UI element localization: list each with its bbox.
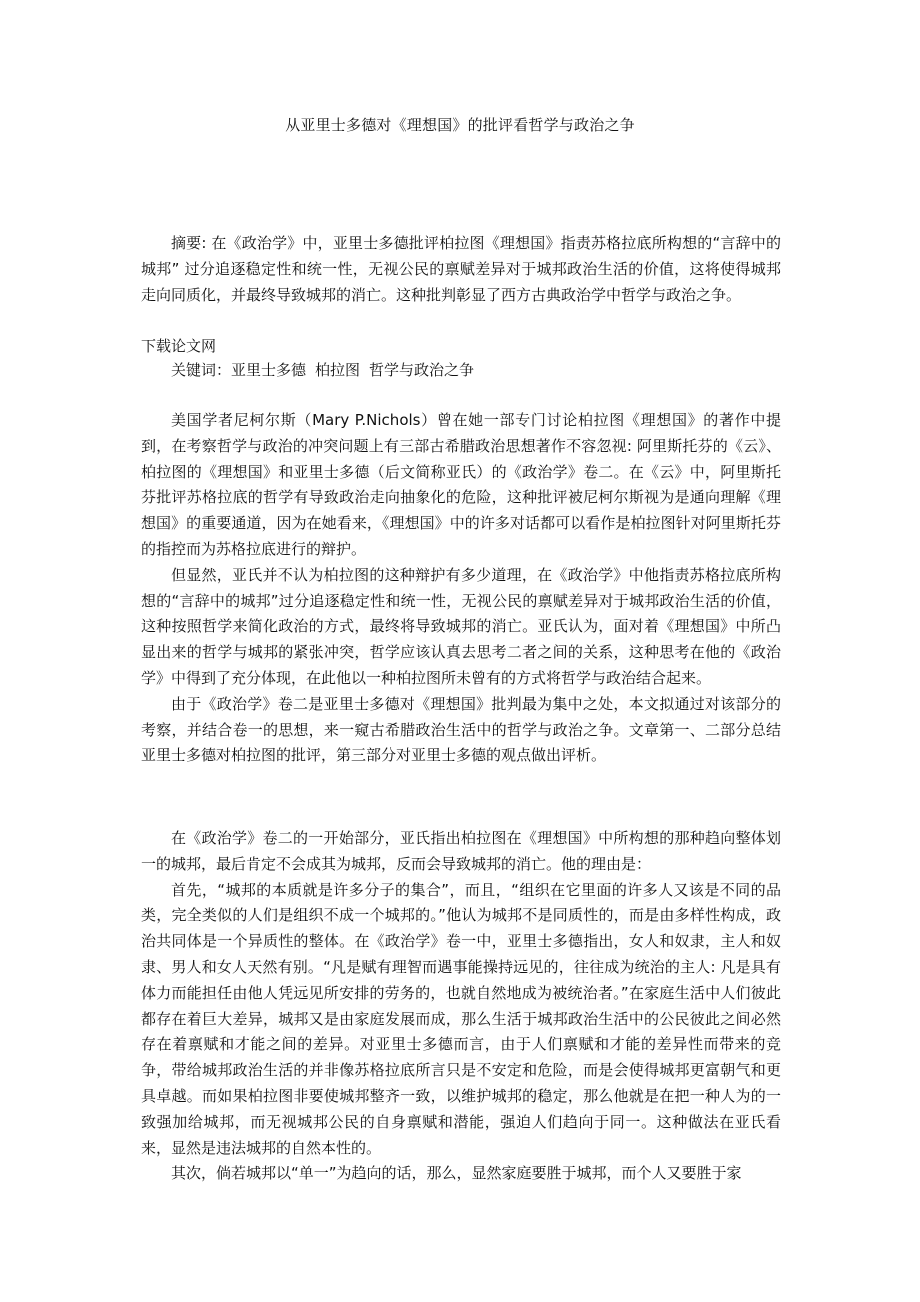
keyword-item: 柏拉图 bbox=[315, 361, 361, 379]
body-paragraph: 其次，倘若城邦以“单一”为趋向的话，那么，显然家庭要胜于城邦，而个人又要胜于家 bbox=[171, 1164, 742, 1183]
keyword-item: 亚里士多德 bbox=[231, 361, 307, 379]
abstract-paragraph: 摘要: 在《政治学》中，亚里士多德批评柏拉图《理想国》指责苏格拉底所构想的“言辞中的城邦” 过分追逐稳定性和统一性，无视公民的禀赋差异对于城邦政治生活的价值，这将使得城邦走向同质化，并最终导致城邦的消亡。这种批判彰显了西方古典政治学中哲学与政治之争。 bbox=[141, 234, 781, 304]
body-paragraph: 在《政治学》卷二的一开始部分，亚氏指出柏拉图在《理想国》中所构想的那种趋向整体划一的城邦，最后肯定不会成其为城邦，反而会导致城邦的消亡。他的理由是： bbox=[141, 829, 781, 873]
site-note: 下载论文网 bbox=[141, 337, 217, 355]
abstract-block bbox=[141, 231, 781, 308]
document-title: 从亚里士多德对《理想国》的批评看哲学与政治之争 bbox=[285, 116, 635, 134]
body-section-1 bbox=[141, 408, 781, 769]
keywords-line bbox=[171, 358, 483, 382]
keywords-label: 关键词： bbox=[171, 361, 232, 379]
keyword-item: 哲学与政治之争 bbox=[369, 361, 475, 379]
body-paragraph: 首先，“城邦的本质就是许多分子的集合”，而且，“组织在它里面的许多人又该是不同的品类，完全类似的人们是组织不成一个城邦的。”他认为城邦不是同质性的，而是由多样性构成，政治共同体是一个异质性的整体。在《政治学》卷一中，亚里士多德指出，女人和奴隶，主人和奴隶、男人和女人天然有别。“凡是赋有理智而遇事能操持远见的，往往成为统治的主人: 凡是具有体力而能担任由他人凭远见所安排的劳务的，也就自然地成为被统治者。”在家庭生活中人们彼此都存在着巨大差异，城邦又是由家庭发展而成，那么生活于城邦政治生活中的公民彼此之间必然存在着禀赋和才能之间的差异。对亚里士多德而言，由于人们禀赋和才能的差异性而带来的竞争，带给城邦政治生活的并非像苏格拉底所言只是不安定和危险，而是会使得城邦更富朝气和更具卓越。而如果柏拉图非要使城邦整齐一致，以维护城邦的稳定，那么他就是在把一种人为的一致强加给城邦，而无视城邦公民的自身禀赋和潜能，强迫人们趋向于同一。这种做法在亚氏看来，显然是违法城邦的自然本性的。 bbox=[141, 880, 781, 1157]
body-paragraph: 美国学者尼柯尔斯（Mary P.Nichols）曾在她一部专门讨论柏拉图《理想国》的著作中提到，在考察哲学与政治的冲突问题上有三部古希腊政治思想著作不容忽视: 阿里斯托芬的《云》、柏拉图的《理想国》和亚里士多德（后文简称亚氏）的《政治学》卷二。在《云》中，阿里斯托芬批评苏格拉底的哲学有导致政治走向抽象化的危险，这种批评被尼柯尔斯视为是通向理解《理想国》的重要通道，因为在她看来，《理想国》中的许多对话都可以看作是柏拉图针对阿里斯托芬的指控而为苏格拉底进行的辩护。 bbox=[141, 411, 781, 558]
body-paragraph: 由于《政治学》卷二是亚里士多德对《理想国》批判最为集中之处，本文拟通过对该部分的考察，并结合卷一的思想，来一窥古希腊政治生活中的哲学与政治之争。文章第一、二部分总结亚里士多德对柏拉图的批评，第三部分对亚里士多德的观点做出评析。 bbox=[141, 694, 781, 765]
body-section-2 bbox=[141, 826, 781, 1187]
body-paragraph: 但显然，亚氏并不认为柏拉图的这种辩护有多少道理，在《政治学》中他指责苏格拉底所构想的“言辞中的城邦”过分追逐稳定性和统一性，无视公民的禀赋差异对于城邦政治生活的价值，这种按照哲学来简化政治的方式，最终将导致城邦的消亡。亚氏认为，面对着《理想国》中所凸显出来的哲学与城邦的紧张冲突，哲学应该认真去思考二者之间的关系，这种思考在他的《政治学》中得到了充分体现，在此他以一种柏拉图所未曾有的方式将哲学与政治结合起来。 bbox=[141, 565, 781, 687]
